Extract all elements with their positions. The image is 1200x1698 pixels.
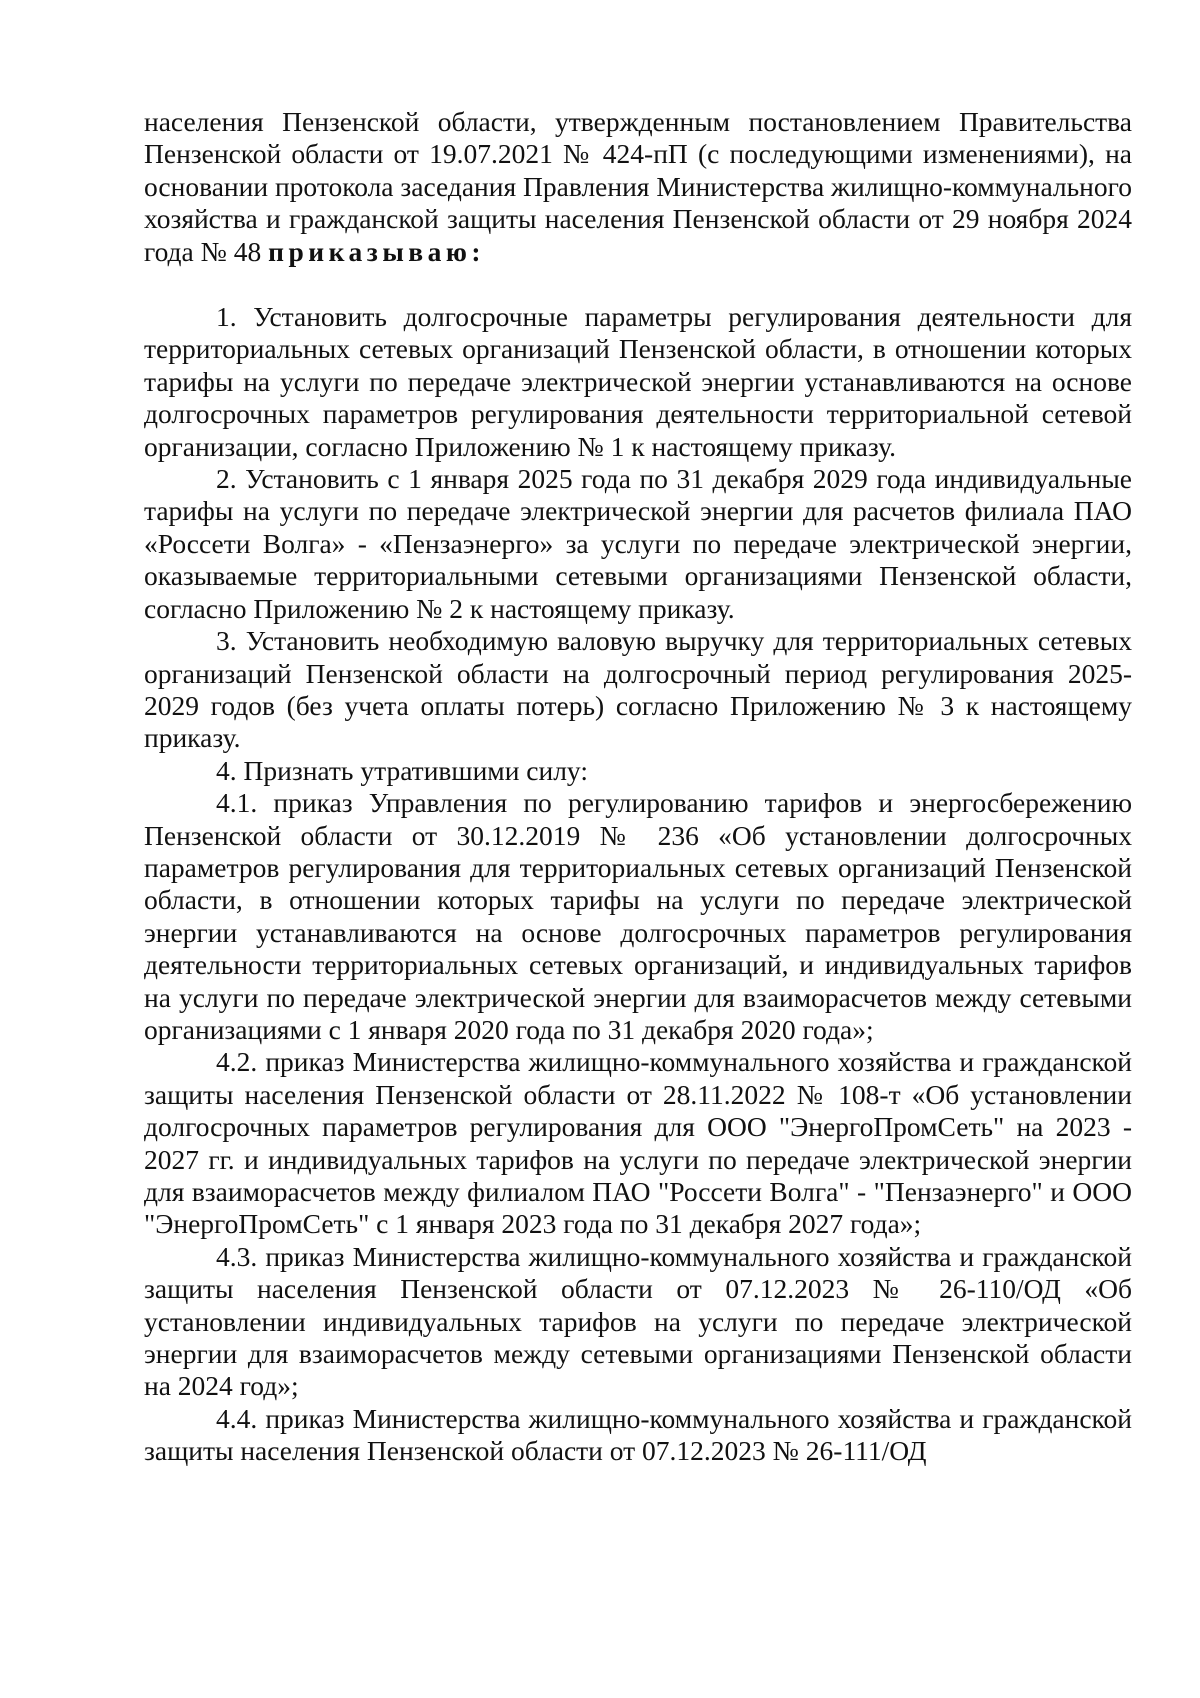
item-1: 1. Установить долгосрочные параметры регулирования деятельности для территориальных сетевых организаций Пензенской области, в отношении которых тарифы на услуги по передаче электрической энергии устанавливаются на основе долгосрочных параметров регулирования деятельности территориальной сетевой организации, согласно Приложению № 1 к настоящему приказу. bbox=[144, 301, 1132, 462]
preamble-text: населения Пензенской области, утвержденным постановлением Правительства Пензенской области от 19.07.2021 № 424-пП (с последующими изменениями), на основании протокола заседания Правления Министерства жилищно-коммунального хозяйства и гражданской защиты населения Пензенской области от 29 ноября 2024 года № 48 bbox=[144, 106, 1132, 267]
preamble-paragraph bbox=[144, 106, 1132, 268]
item-4-3: 4.3. приказ Министерства жилищно-коммунального хозяйства и гражданской защиты населения Пензенской области от 07.12.2023 № 26-110/ОД «Об установлении индивидуальных тарифов на услуги по передаче электрической энергии для взаиморасчетов между сетевыми организациями Пензенской области на 2024 год»; bbox=[144, 1240, 1132, 1402]
order-word: приказываю: bbox=[268, 235, 486, 267]
item-4-4: 4.4. приказ Министерства жилищно-коммунального хозяйства и гражданской защиты населения Пензенской области от 07.12.2023 № 26-111/ОД bbox=[144, 1402, 1132, 1467]
item-4: 4. Признать утратившими силу: bbox=[216, 754, 588, 786]
paragraph-gap bbox=[144, 268, 1132, 301]
item-3: 3. Установить необходимую валовую выручку для территориальных сетевых организаций Пензенской области на долгосрочный период регулирования 2025-2029 годов (без учета оплаты потерь) согласно Приложению № 3 к настоящему приказу. bbox=[144, 625, 1132, 754]
document-page bbox=[144, 106, 1132, 1468]
item-2: 2. Установить с 1 января 2025 года по 31 декабря 2029 года индивидуальные тарифы на услуги по передаче электрической энергии для расчетов филиала ПАО «Россети Волга» - «Пензаэнерго» за услуги по передаче электрической энергии, оказываемые территориальными сетевыми организациями Пензенской области, согласно Приложению № 2 к настоящему приказу. bbox=[144, 463, 1132, 624]
item-4-2: 4.2. приказ Министерства жилищно-коммунального хозяйства и гражданской защиты населения Пензенской области от 28.11.2022 № 108-т «Об установлении долгосрочных параметров регулирования для ООО "ЭнергоПромСеть" на 2023 - 2027 гг. и индивидуальных тарифов на услуги по передаче электрической энергии для взаиморасчетов между филиалом ПАО "Россети Волга" - "Пензаэнерго" и ООО "ЭнергоПромСеть" с 1 января 2023 года по 31 декабря 2027 года»; bbox=[144, 1046, 1132, 1240]
item-4-1: 4.1. приказ Управления по регулированию тарифов и энергосбережению Пензенской области от 30.12.2019 № 236 «Об установлении долгосрочных параметров регулирования для территориальных сетевых организаций Пензенской области, в отношении которых тарифы на услуги по передаче электрической энергии устанавливаются на основе долгосрочных параметров регулирования деятельности территориальных сетевых организаций, и индивидуальных тарифов на услуги по передаче электрической энергии для взаиморасчетов между сетевыми организациями с 1 января 2020 года по 31 декабря 2020 года»; bbox=[144, 787, 1132, 1045]
